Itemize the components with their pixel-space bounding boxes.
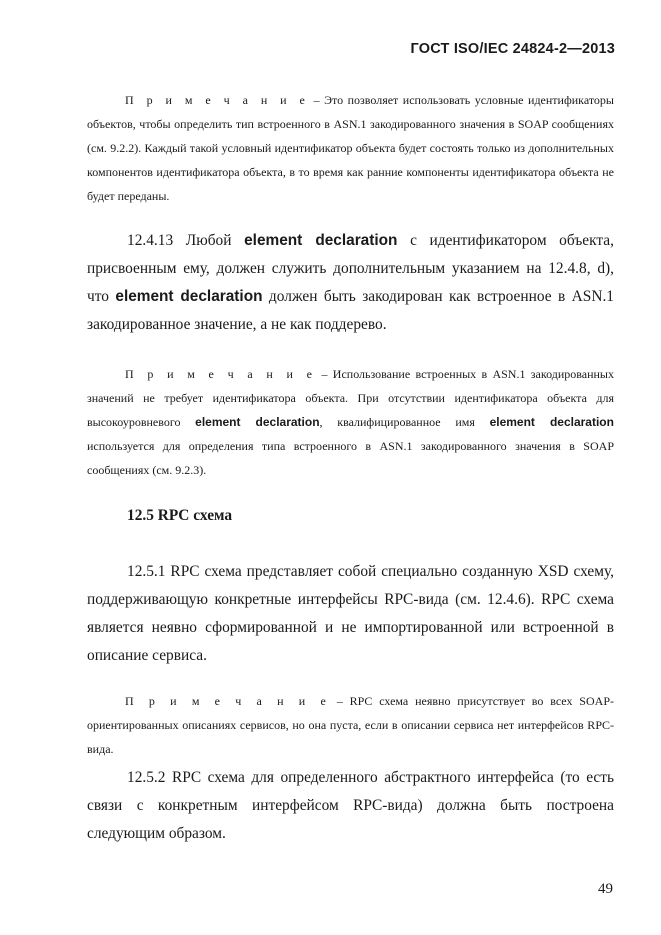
paragraph-text: 12.4.13 Любой [127,232,245,249]
note-2 [87,362,614,482]
term-element-declaration: element declaration [115,288,263,305]
note-3 [87,689,614,761]
paragraph-12-5-1 [87,558,614,670]
paragraph-12-4-13 [87,227,614,339]
heading-12-5: 12.5 RPC схема [127,507,233,524]
page-number: 49 [598,881,613,897]
note-2-text: используется для определения типа встроенного в ASN.1 закодированного значения в SOAP сообщениях (см. 9.2.3). [87,439,614,477]
paragraph-text: должен быть закодирован как встроенное в ASN.1 закодированное значение, а не как поддерево. [87,288,614,333]
paragraph-12-5-2-text: 12.5.2 RPC схема для определенного абстрактного интерфейса (то есть связи с конкретным интерфейсом RPC-вида) должна быть построена следующим образом. [87,769,614,842]
note-label: П р и м е ч а н и е [125,694,330,708]
note-label: П р и м е ч а н и е [125,367,317,381]
section-heading [87,507,614,525]
note-2-text: , квалифицированное имя [319,415,490,429]
term-element-declaration: element declaration [195,415,320,429]
paragraph-12-5-1-text: 12.5.1 RPC схема представляет собой специально созданную XSD схему, поддерживающую конкретные интерфейсы RPC-вида (см. 12.4.6). RPC схема является неявно сформированной и не импортированной или встроенной в описание сервиса. [87,563,614,664]
note-label: П р и м е ч а н и е [125,93,310,107]
paragraph-12-5-2 [87,764,614,848]
note-1 [87,88,614,208]
note-3-text: – RPC схема неявно присутствует во всех SOAP-ориентированных описаниях сервисов, но она пуста, если в описании сервиса нет интерфейсов RPC-вида. [87,694,614,756]
note-1-text: – Это позволяет использовать условные идентификаторы объектов, чтобы определить тип встроенного в ASN.1 закодированного значения в SOAP сообщениях (см. 9.2.2). Каждый такой условный идентификатор объекта будет состоять только из дополнительных компонентов идентификатора объекта, в то время как ранние компоненты идентификатора объекта не будет переданы. [87,93,614,203]
document-header: ГОСТ ISO/IEC 24824-2—2013 [410,41,615,57]
paragraph-text: с идентификатором объекта, присвоенным ему, должен служить дополнительным указанием на 12.4.8, d), что [87,232,614,305]
term-element-declaration: element declaration [244,232,398,249]
note-2-text: – Использование встроенных в ASN.1 закодированных значений не требует идентификатора объекта. При отсутствии идентификатора объекта для высокоуровневого [87,367,614,429]
term-element-declaration: element declaration [489,415,614,429]
